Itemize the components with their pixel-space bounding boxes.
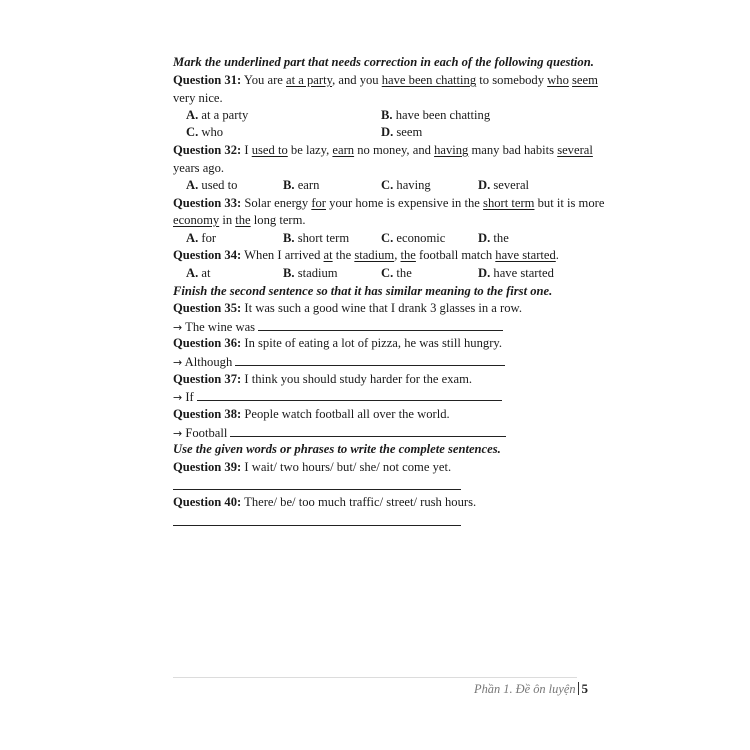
question-label: Question 37:: [173, 372, 242, 386]
question-33: Question 33: Solar energy for your home is expensive in the short term but it is more: [173, 196, 605, 210]
question-35: Question 35: It was such a good wine that I drank 3 glasses in a row.: [173, 301, 522, 315]
question-label: Question 33:: [173, 196, 242, 210]
answer-blank[interactable]: [197, 388, 502, 401]
underlined-part: seem: [572, 73, 598, 87]
underlined-part: used to: [251, 143, 288, 157]
footer-divider: [173, 677, 577, 678]
question-label: Question 38:: [173, 407, 242, 421]
question-37: Question 37: I think you should study harder for the exam.: [173, 372, 473, 386]
question-31: Question 31: You are at a party, and you have been chatting to somebody who seem: [173, 73, 598, 87]
option-a: A. for: [186, 231, 217, 245]
arrow-icon: →: [173, 356, 183, 369]
option-a: A. used to: [186, 178, 238, 192]
answer-blank[interactable]: [235, 353, 505, 366]
question-label: Question 34:: [173, 248, 242, 262]
option-b: B. earn: [283, 178, 320, 192]
section-heading-sentence-building: [173, 441, 501, 458]
option-c: C. having: [381, 178, 431, 192]
question-label: Question 31:: [173, 73, 242, 87]
question-label: Question 32:: [173, 143, 242, 157]
underlined-part: for: [311, 196, 326, 210]
arrow-icon: →: [173, 391, 183, 404]
question-label: Question 40:: [173, 495, 242, 509]
section-heading-sentence-transformation: [173, 283, 552, 300]
option-d: D. the: [478, 231, 509, 245]
question-38: Question 38: People watch football all over the world.: [173, 407, 450, 421]
section-heading-error-identification: [173, 54, 594, 71]
option-b: B. stadium: [283, 266, 338, 280]
option-b: B. short term: [283, 231, 350, 245]
question-32: Question 32: I used to be lazy, earn no money, and having many bad habits several: [173, 143, 593, 157]
section-heading-text: Finish the second sentence so that it has similar meaning to the first one.: [173, 284, 553, 298]
answer-blank[interactable]: [173, 525, 461, 526]
option-d: D. seem: [381, 125, 423, 139]
question-36-answer-line: → Although: [173, 353, 505, 370]
question-37-answer-line: → If: [173, 388, 502, 405]
option-c: C. economic: [381, 231, 446, 245]
underlined-part: economy: [173, 213, 220, 227]
question-35-answer-line: → The wine was: [173, 318, 503, 335]
question-36: Question 36: In spite of eating a lot of pizza, he was still hungry.: [173, 336, 503, 350]
question-39: Question 39: I wait/ two hours/ but/ she/ not come yet.: [173, 460, 452, 474]
underlined-part: the: [235, 213, 251, 227]
underlined-part: at a party: [286, 73, 333, 87]
question-38-answer-line: → Football: [173, 424, 506, 441]
underlined-part: having: [434, 143, 469, 157]
option-d: D. have started: [478, 266, 554, 280]
section-heading-text: Use the given words or phrases to write the complete sentences.: [173, 442, 501, 456]
underlined-part: have been chatting: [381, 73, 477, 87]
footer-separator: [578, 682, 579, 695]
underlined-part: stadium: [354, 248, 395, 262]
arrow-icon: →: [173, 427, 183, 440]
question-32-continuation: years ago.: [173, 161, 225, 175]
question-40: Question 40: There/ be/ too much traffic/ street/ rush hours.: [173, 495, 477, 509]
option-d: D. several: [478, 178, 530, 192]
question-31-continuation: very nice.: [173, 91, 223, 105]
option-a: A. at a party: [186, 108, 249, 122]
question-label: Question 39:: [173, 460, 242, 474]
answer-blank[interactable]: [173, 489, 461, 490]
question-label: Question 35:: [173, 301, 242, 315]
option-b: B. have been chatting: [381, 108, 491, 122]
question-33-continuation: economy in the long term.: [173, 213, 306, 227]
underlined-part: earn: [332, 143, 355, 157]
section-heading-text: Mark the underlined part that needs correction in each of the following question.: [173, 55, 594, 69]
option-c: C. the: [381, 266, 412, 280]
underlined-part: have started: [495, 248, 556, 262]
footer-section-title: Phần 1. Đề ôn luyện: [474, 682, 576, 696]
question-34: Question 34: When I arrived at the stadium, the football match have started.: [173, 248, 559, 262]
underlined-part: the: [400, 248, 416, 262]
answer-blank[interactable]: [258, 318, 503, 331]
arrow-icon: →: [173, 321, 183, 334]
underlined-part: short term: [483, 196, 535, 210]
answer-blank[interactable]: [230, 424, 506, 437]
page-footer: [474, 680, 588, 698]
underlined-part: at: [323, 248, 333, 262]
page-number: 5: [581, 681, 589, 696]
option-a: A. at: [186, 266, 211, 280]
question-label: Question 36:: [173, 336, 242, 350]
underlined-part: who: [547, 73, 569, 87]
underlined-part: several: [557, 143, 593, 157]
option-c: C. who: [186, 125, 224, 139]
